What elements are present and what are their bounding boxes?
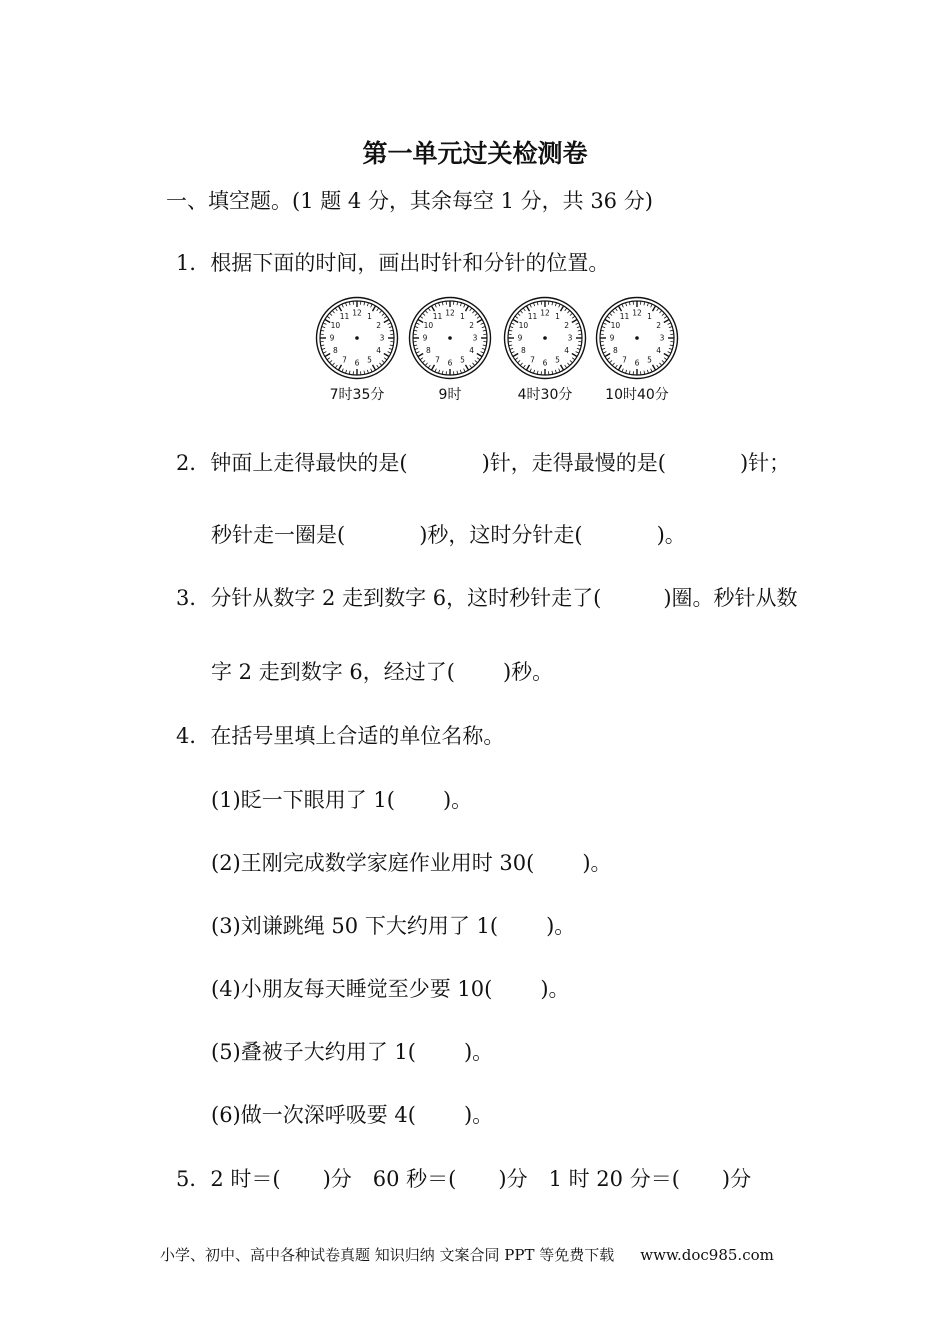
clock-label-1: 7时35分 — [329, 387, 385, 403]
q3-text-d: )秒。 — [502, 660, 554, 684]
clock-icon — [315, 296, 399, 380]
clock-number: 3 — [659, 333, 665, 343]
clock-number: 5 — [555, 355, 560, 365]
q4-item-2 — [211, 848, 612, 878]
clock-face-4[interactable] — [595, 296, 679, 380]
clock-number: 5 — [367, 355, 372, 365]
q4-item-text: (5)叠被子大约用了 1( — [211, 1040, 416, 1064]
clock-number: 12 — [540, 308, 550, 318]
clock-number: 10 — [610, 321, 621, 331]
q4-item-text: (3)刘谦跳绳 50 下大约用了 1( — [211, 914, 499, 938]
clock-number: 2 — [376, 321, 382, 331]
question-3-line-2 — [211, 657, 553, 687]
clock-number: 7 — [435, 355, 440, 365]
footer — [160, 1244, 774, 1265]
page-title: 第一单元过关检测卷 — [362, 139, 588, 168]
q4-item-text: (1)眨一下眼用了 1( — [211, 788, 395, 812]
q2-text-e: )秒，这时分针走( — [419, 523, 583, 547]
clock-number: 11 — [339, 311, 350, 321]
question-3-line-1 — [176, 583, 798, 613]
question-5 — [176, 1164, 751, 1194]
q4-item-5 — [211, 1037, 493, 1067]
q5-text-d: )分 — [721, 1167, 752, 1191]
section-heading: 一、填空题。(1 题 4 分，其余每空 1 分，共 36 分) — [166, 189, 653, 213]
clock-number: 6 — [447, 358, 453, 368]
clock-number: 6 — [542, 358, 548, 368]
clock-number: 7 — [342, 355, 347, 365]
clock-number: 7 — [622, 355, 627, 365]
clock-number: 5 — [647, 355, 652, 365]
footer-text: 小学、初中、高中各种试卷真题 知识归纳 文案合同 PPT 等免费下载 — [160, 1246, 615, 1264]
question-1: 1．根据下面的时间，画出时针和分针的位置。 — [176, 251, 610, 275]
clock-label-4: 10时40分 — [605, 387, 669, 403]
q2-text-c: )针； — [739, 451, 791, 475]
clock-number: 7 — [530, 355, 535, 365]
clock-number: 10 — [423, 321, 434, 331]
clock-number: 1 — [647, 311, 652, 321]
clock-number: 3 — [567, 333, 573, 343]
clock-number: 2 — [469, 321, 475, 331]
clock-number: 12 — [445, 308, 455, 318]
q4-item-1 — [211, 785, 472, 815]
clock-number: 9 — [609, 333, 615, 343]
clock-number: 4 — [656, 346, 662, 356]
q4-item-text: (2)王刚完成数学家庭作业用时 30( — [211, 851, 535, 875]
q4-item-end: )。 — [463, 1103, 494, 1127]
q4-item-end: )。 — [582, 851, 612, 875]
q4-item-end: )。 — [540, 977, 570, 1001]
clock-number: 2 — [564, 321, 570, 331]
clock-number: 3 — [472, 333, 478, 343]
clock-number: 4 — [564, 346, 570, 356]
q2-text-a: 2．钟面上走得最快的是( — [176, 451, 408, 475]
clock-number: 6 — [354, 358, 360, 368]
q4-item-6 — [211, 1100, 493, 1130]
clock-number: 8 — [425, 346, 431, 356]
q3-text-c: 字 2 走到数字 6，经过了( — [211, 660, 455, 684]
clock-number: 8 — [520, 346, 526, 356]
clock-icon — [595, 296, 679, 380]
clock-number: 6 — [634, 358, 640, 368]
q2-text-b: )针，走得最慢的是( — [481, 451, 666, 475]
clock-label-3: 4时30分 — [517, 387, 573, 403]
clock-number: 10 — [518, 321, 529, 331]
clock-icon — [408, 296, 492, 380]
clock-number: 1 — [555, 311, 560, 321]
clock-number: 8 — [332, 346, 338, 356]
footer-site-link[interactable]: www.doc985.com — [640, 1246, 774, 1264]
clock-number: 11 — [619, 311, 630, 321]
question-2-line-1 — [176, 448, 790, 478]
clock-row — [312, 296, 682, 406]
clock-number: 8 — [612, 346, 618, 356]
clock-number: 9 — [329, 333, 335, 343]
q3-text-b: )圈。秒针从数 — [663, 586, 798, 610]
clock-number: 9 — [422, 333, 428, 343]
q2-text-f: )。 — [656, 523, 686, 547]
clock-number: 1 — [367, 311, 372, 321]
clock-number: 2 — [656, 321, 662, 331]
clock-number: 12 — [632, 308, 642, 318]
clock-icon — [503, 296, 587, 380]
clock-number: 5 — [460, 355, 465, 365]
clock-number: 1 — [460, 311, 465, 321]
question-2-line-2 — [211, 520, 686, 550]
clock-number: 10 — [330, 321, 341, 331]
clock-number: 12 — [352, 308, 362, 318]
q4-item-text: (6)做一次深呼吸要 4( — [211, 1103, 416, 1127]
q4-item-end: )。 — [546, 914, 576, 938]
q3-text-a: 3．分针从数字 2 走到数字 6，这时秒针走了( — [176, 586, 602, 610]
clock-number: 4 — [469, 346, 475, 356]
clock-face-3[interactable] — [503, 296, 587, 380]
clock-number: 9 — [517, 333, 523, 343]
clock-face-2[interactable] — [408, 296, 492, 380]
question-4: 4．在括号里填上合适的单位名称。 — [176, 724, 505, 748]
q5-text-a: 5．2 时＝( — [176, 1167, 281, 1191]
q5-text-b: )分 60 秒＝( — [322, 1167, 457, 1191]
clock-label-2: 9时 — [438, 387, 462, 403]
q4-item-end: )。 — [442, 788, 473, 812]
clock-number: 4 — [376, 346, 382, 356]
q4-item-3 — [211, 911, 575, 941]
q5-text-c: )分 1 时 20 分＝( — [498, 1167, 680, 1191]
clock-number: 11 — [432, 311, 443, 321]
clock-face-1[interactable] — [315, 296, 399, 380]
q2-text-d: 秒针走一圈是( — [211, 523, 346, 547]
clock-number: 11 — [527, 311, 538, 321]
clock-number: 3 — [379, 333, 385, 343]
q4-item-text: (4)小朋友每天睡觉至少要 10( — [211, 977, 493, 1001]
q4-item-end: )。 — [463, 1040, 494, 1064]
q4-item-4 — [211, 974, 570, 1004]
